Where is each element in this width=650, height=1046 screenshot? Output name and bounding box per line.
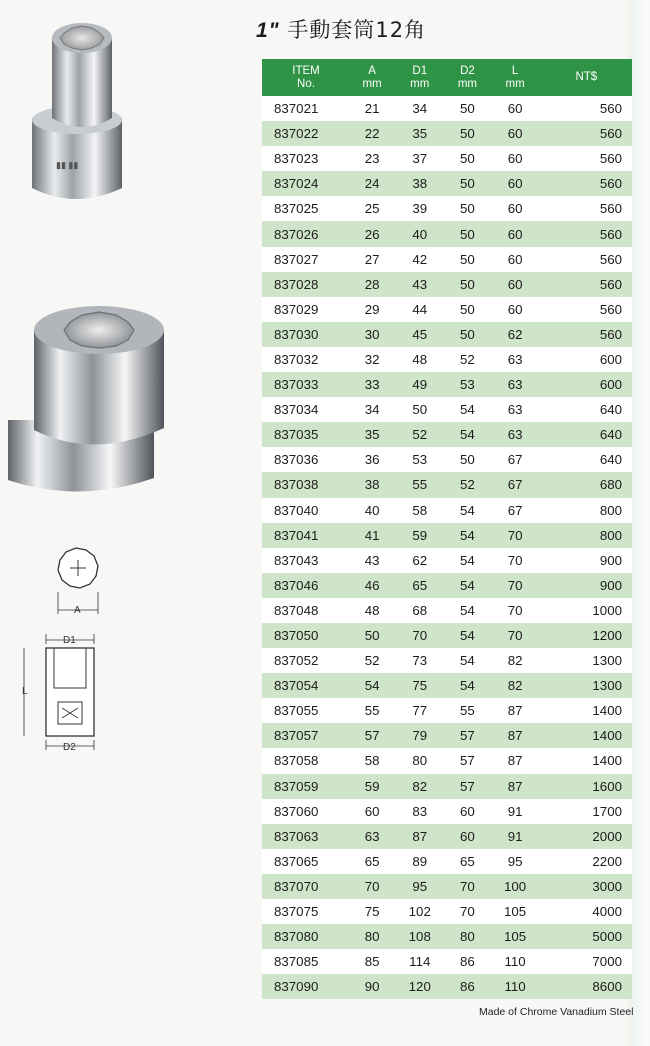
table-cell: 70 (507, 552, 523, 568)
table-row (262, 498, 632, 523)
table-cell: 39 (412, 201, 428, 217)
svg-text:▮▮ ▮▮: ▮▮ ▮▮ (56, 160, 79, 170)
table-cell: 837070 (274, 878, 319, 894)
table-cell: 1200 (592, 628, 622, 644)
table-cell: 2200 (592, 853, 622, 869)
table-cell: 70 (507, 628, 523, 644)
table-cell: 837030 (274, 326, 319, 342)
table-row (262, 974, 632, 999)
table-row (262, 96, 632, 121)
dim-label-d1: D1 (63, 635, 76, 646)
table-row (262, 146, 632, 171)
table-cell: 837085 (274, 954, 319, 970)
table-cell: 640 (599, 402, 622, 418)
table-cell: 600 (599, 377, 622, 393)
table-row (262, 874, 632, 899)
table-cell: 105 (503, 904, 527, 920)
table-cell: 837050 (274, 628, 319, 644)
table-cell: 79 (412, 728, 428, 744)
column-header-top: D2 (460, 64, 475, 77)
column-header-unit: mm (505, 77, 525, 90)
table-cell: 75 (412, 678, 428, 694)
table-cell: 59 (364, 778, 380, 794)
table-cell: 837043 (274, 552, 319, 568)
table-row (262, 799, 632, 824)
table-cell: 89 (412, 853, 428, 869)
table-row (262, 598, 632, 623)
table-cell: 50 (460, 151, 475, 167)
table-cell: 837023 (274, 151, 319, 167)
table-cell: 54 (460, 552, 475, 568)
table-row (262, 949, 632, 974)
table-cell: 63 (507, 402, 523, 418)
table-cell: 560 (599, 126, 622, 142)
column-header (394, 59, 445, 96)
table-cell: 900 (599, 577, 622, 593)
table-cell: 50 (460, 326, 475, 342)
table-cell: 40 (364, 502, 380, 518)
socket-side-view-diagram (18, 630, 118, 755)
table-cell: 60 (460, 803, 475, 819)
table-cell: 560 (599, 276, 622, 292)
table-cell: 63 (507, 427, 523, 443)
table-cell: 35 (364, 427, 380, 443)
table-cell: 837033 (274, 377, 319, 393)
table-cell: 55 (364, 703, 380, 719)
table-row (262, 171, 632, 196)
table-cell: 65 (460, 853, 475, 869)
table-cell: 57 (460, 778, 475, 794)
table-cell: 837032 (274, 351, 319, 367)
table-cell: 26 (364, 226, 380, 242)
table-cell: 87 (507, 753, 523, 769)
table-cell: 3000 (592, 878, 622, 894)
table-cell: 837065 (274, 853, 319, 869)
table-cell: 837052 (274, 653, 319, 669)
dim-label-a: A (74, 605, 81, 616)
table-cell: 1700 (592, 803, 622, 819)
table-cell: 55 (412, 477, 428, 493)
table-cell: 120 (408, 979, 431, 995)
table-cell: 50 (460, 452, 475, 468)
table-cell: 25 (364, 201, 380, 217)
table-row (262, 347, 632, 372)
table-cell: 560 (599, 151, 622, 167)
table-cell: 60 (507, 276, 523, 292)
table-cell: 86 (460, 979, 475, 995)
table-cell: 60 (507, 101, 523, 117)
table-cell: 800 (599, 502, 622, 518)
table-row (262, 723, 632, 748)
table-cell: 22 (364, 126, 380, 142)
table-cell: 87 (507, 728, 523, 744)
table-cell: 560 (599, 251, 622, 267)
socket-top-view-diagram (40, 540, 120, 620)
column-header-top: L (511, 64, 519, 77)
table-cell: 46 (364, 577, 380, 593)
table-cell: 60 (507, 226, 523, 242)
table-cell: 837038 (274, 477, 319, 493)
table-cell: 67 (507, 502, 523, 518)
column-header-unit: mm (457, 77, 477, 90)
table-cell: 900 (599, 552, 622, 568)
table-cell: 1400 (592, 703, 622, 719)
table-cell: 837029 (274, 301, 319, 317)
table-cell: 43 (364, 552, 380, 568)
table-cell: 28 (364, 276, 380, 292)
table-cell: 55 (460, 703, 475, 719)
table-cell: 837036 (274, 452, 319, 468)
table-row (262, 221, 632, 246)
table-cell: 54 (460, 427, 475, 443)
table-row (262, 297, 632, 322)
table-cell: 837035 (274, 427, 319, 443)
table-cell: 50 (460, 276, 475, 292)
table-cell: 86 (460, 954, 475, 970)
table-cell: 80 (364, 929, 380, 945)
table-cell: 37 (412, 151, 428, 167)
table-row (262, 196, 632, 221)
table-cell: 837041 (274, 527, 319, 543)
spec-table (262, 59, 632, 999)
table-cell: 70 (507, 602, 523, 618)
table-cell: 82 (507, 653, 523, 669)
table-cell: 38 (364, 477, 380, 493)
table-cell: 57 (364, 728, 380, 744)
table-cell: 8600 (592, 979, 622, 995)
table-cell: 50 (460, 176, 475, 192)
table-cell: 63 (507, 351, 523, 367)
column-header (541, 59, 632, 96)
table-body (262, 96, 632, 999)
table-cell: 90 (364, 979, 380, 995)
table-cell: 2000 (592, 828, 622, 844)
table-cell: 24 (364, 176, 380, 192)
table-cell: 560 (599, 176, 622, 192)
dim-label-d2: D2 (63, 742, 76, 753)
table-cell: 63 (364, 828, 380, 844)
table-cell: 1000 (592, 602, 622, 618)
table-cell: 50 (364, 628, 380, 644)
table-cell: 42 (412, 251, 428, 267)
table-cell: 59 (412, 527, 428, 543)
table-cell: 560 (599, 101, 622, 117)
table-cell: 1600 (592, 778, 622, 794)
table-row (262, 372, 632, 397)
table-cell: 100 (503, 878, 527, 894)
table-cell: 837034 (274, 402, 319, 418)
table-cell: 70 (460, 904, 475, 920)
table-cell: 1400 (592, 728, 622, 744)
table-cell: 837090 (274, 979, 319, 995)
table-cell: 110 (504, 979, 526, 995)
table-cell: 600 (599, 351, 622, 367)
table-cell: 91 (507, 803, 523, 819)
table-cell: 32 (364, 351, 380, 367)
table-cell: 640 (599, 452, 622, 468)
table-row (262, 849, 632, 874)
table-cell: 70 (507, 527, 523, 543)
table-cell: 48 (364, 602, 380, 618)
table-cell: 837075 (274, 904, 319, 920)
table-cell: 82 (412, 778, 428, 794)
title-size: 1" (256, 19, 280, 42)
table-row (262, 422, 632, 447)
table-cell: 87 (507, 778, 523, 794)
column-header-top: A (368, 64, 376, 77)
table-cell: 52 (460, 477, 475, 493)
table-cell: 30 (364, 326, 380, 342)
table-cell: 560 (599, 326, 622, 342)
table-cell: 49 (412, 377, 428, 393)
column-header-top: D1 (412, 64, 428, 77)
table-cell: 48 (412, 351, 428, 367)
table-row (262, 648, 632, 673)
table-cell: 837048 (274, 602, 319, 618)
table-cell: 54 (460, 653, 475, 669)
table-cell: 5000 (592, 929, 622, 945)
column-header (445, 59, 489, 96)
table-cell: 70 (460, 878, 475, 894)
table-cell: 57 (460, 753, 475, 769)
table-cell: 837057 (274, 728, 319, 744)
table-cell: 67 (507, 452, 523, 468)
table-cell: 57 (460, 728, 475, 744)
column-header-unit: No. (297, 77, 315, 90)
table-cell: 54 (460, 577, 475, 593)
table-cell: 54 (460, 527, 475, 543)
table-cell: 38 (412, 176, 428, 192)
table-cell: 560 (599, 301, 622, 317)
table-cell: 45 (412, 326, 428, 342)
table-cell: 70 (412, 628, 428, 644)
table-cell: 105 (503, 929, 527, 945)
table-cell: 680 (599, 477, 622, 493)
table-row (262, 322, 632, 347)
table-cell: 75 (364, 904, 380, 920)
table-row (262, 573, 632, 598)
table-row (262, 623, 632, 648)
table-cell: 837055 (274, 703, 319, 719)
table-cell: 80 (460, 929, 475, 945)
table-cell: 60 (364, 803, 380, 819)
socket-photo-large (4, 300, 180, 500)
table-cell: 837040 (274, 502, 319, 518)
table-cell: 50 (460, 101, 475, 117)
table-cell: 102 (408, 904, 431, 920)
table-cell: 60 (507, 251, 523, 267)
table-cell: 67 (507, 477, 523, 493)
table-cell: 837054 (274, 678, 319, 694)
title-name: 手動套筒12角 (287, 18, 427, 42)
table-cell: 50 (460, 301, 475, 317)
table-cell: 65 (412, 577, 428, 593)
table-row (262, 748, 632, 773)
table-row (262, 472, 632, 497)
table-cell: 83 (412, 803, 428, 819)
table-cell: 4000 (592, 904, 622, 920)
table-cell: 58 (412, 502, 428, 518)
table-cell: 837028 (274, 276, 319, 292)
table-cell: 837058 (274, 753, 319, 769)
table-cell: 58 (364, 753, 380, 769)
table-cell: 837046 (274, 577, 319, 593)
table-cell: 7000 (592, 954, 622, 970)
footer-note: Made of Chrome Vanadium Steel (479, 1006, 634, 1018)
table-cell: 52 (364, 653, 380, 669)
table-cell: 54 (460, 502, 475, 518)
table-cell: 52 (460, 351, 475, 367)
table-cell: 65 (364, 853, 380, 869)
column-header (262, 59, 350, 96)
table-cell: 54 (364, 678, 380, 694)
column-header (350, 59, 394, 96)
table-cell: 1300 (592, 653, 622, 669)
table-cell: 70 (507, 577, 523, 593)
table-row (262, 523, 632, 548)
table-cell: 53 (412, 452, 428, 468)
dim-label-l: L (22, 686, 28, 697)
table-cell: 60 (507, 201, 523, 217)
table-cell: 23 (364, 151, 380, 167)
column-header-unit: mm (410, 77, 430, 90)
table-cell: 54 (460, 602, 475, 618)
table-cell: 40 (412, 226, 428, 242)
table-cell: 43 (412, 276, 428, 292)
table-cell: 87 (507, 703, 523, 719)
column-header-unit: mm (362, 77, 382, 90)
table-cell: 29 (364, 301, 380, 317)
table-cell: 837027 (274, 251, 319, 267)
table-row (262, 121, 632, 146)
table-cell: 62 (507, 326, 523, 342)
table-cell: 50 (460, 226, 475, 242)
table-row (262, 397, 632, 422)
table-row (262, 247, 632, 272)
table-cell: 50 (460, 126, 475, 142)
table-cell: 60 (507, 126, 523, 142)
table-row (262, 548, 632, 573)
table-cell: 1400 (592, 753, 622, 769)
table-cell: 53 (460, 377, 475, 393)
table-cell: 114 (409, 954, 431, 970)
table-cell: 108 (408, 929, 431, 945)
table-cell: 33 (364, 377, 380, 393)
table-cell: 60 (507, 176, 523, 192)
table-cell: 85 (364, 954, 380, 970)
table-cell: 91 (507, 828, 523, 844)
table-cell: 837059 (274, 778, 319, 794)
table-cell: 95 (412, 878, 428, 894)
table-cell: 60 (507, 151, 523, 167)
table-row (262, 698, 632, 723)
table-row (262, 924, 632, 949)
table-cell: 837024 (274, 176, 319, 192)
table-cell: 110 (504, 954, 526, 970)
table-cell: 95 (507, 853, 523, 869)
table-cell: 36 (364, 452, 380, 468)
table-header-row (262, 59, 632, 96)
table-cell: 63 (507, 377, 523, 393)
table-cell: 52 (412, 427, 428, 443)
column-header (490, 59, 541, 96)
table-cell: 68 (412, 602, 428, 618)
socket-photo-small (14, 18, 144, 208)
table-cell: 837021 (274, 101, 319, 117)
table-cell: 1300 (592, 678, 622, 694)
table-cell: 60 (460, 828, 475, 844)
table-cell: 35 (412, 126, 428, 142)
table-cell: 87 (412, 828, 428, 844)
table-cell: 50 (460, 201, 475, 217)
table-cell: 800 (599, 527, 622, 543)
table-row (262, 774, 632, 799)
table-cell: 50 (412, 402, 428, 418)
table-cell: 27 (364, 251, 380, 267)
table-cell: 837025 (274, 201, 319, 217)
table-cell: 60 (507, 301, 523, 317)
table-cell: 77 (412, 703, 428, 719)
table-cell: 837080 (274, 929, 319, 945)
table-cell: 560 (599, 201, 622, 217)
table-cell: 54 (460, 628, 475, 644)
table-cell: 50 (460, 251, 475, 267)
table-cell: 73 (412, 653, 428, 669)
table-row (262, 447, 632, 472)
column-header-top: NT$ (575, 71, 598, 83)
table-cell: 837060 (274, 803, 319, 819)
table-cell: 62 (412, 552, 428, 568)
table-cell: 34 (364, 402, 380, 418)
table-row (262, 824, 632, 849)
table-cell: 82 (507, 678, 523, 694)
table-cell: 70 (364, 878, 380, 894)
table-cell: 837026 (274, 226, 319, 242)
table-cell: 54 (460, 678, 475, 694)
page-title (256, 14, 426, 44)
table-cell: 41 (364, 527, 380, 543)
table-cell: 560 (599, 226, 622, 242)
table-cell: 54 (460, 402, 475, 418)
table-cell: 80 (412, 753, 428, 769)
table-row (262, 673, 632, 698)
table-row (262, 272, 632, 297)
table-cell: 34 (412, 101, 428, 117)
table-row (262, 899, 632, 924)
table-cell: 640 (599, 427, 622, 443)
table-cell: 44 (412, 301, 428, 317)
table-cell: 837022 (274, 126, 319, 142)
column-header-top: ITEM (292, 64, 320, 77)
table-cell: 837063 (274, 828, 319, 844)
table-cell: 21 (364, 101, 380, 117)
